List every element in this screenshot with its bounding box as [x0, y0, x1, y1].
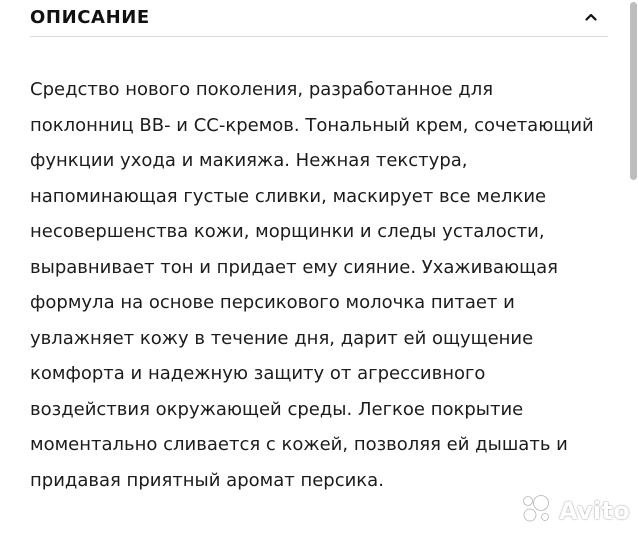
description-line: поклонниц BB- и CC-кремов. Тональный крем, сочетающий — [30, 114, 594, 136]
section-title: ОПИСАНИЕ — [30, 6, 150, 28]
avito-watermark — [519, 494, 630, 528]
scrollbar-thumb[interactable] — [630, 2, 637, 180]
description-line: увлажняет кожу в течение дня, дарит ей ощущение — [30, 327, 534, 349]
description-line: несовершенства кожи, морщинки и следы усталости, — [30, 221, 545, 242]
chevron-up-icon[interactable] — [584, 12, 598, 22]
description-line: напоминающая густые сливки, маскирует все мелкие — [30, 185, 547, 207]
description-line: формула на основе персикового молочка питает и — [30, 292, 515, 313]
watermark-text: Avito — [558, 497, 630, 525]
description-line: воздействия окружающей среды. Легкое покрытие — [30, 398, 524, 420]
description-line: комфорта и надежную защиту от агрессивного — [30, 363, 486, 384]
description-line: Средство нового поколения, разработанное для — [30, 79, 494, 100]
description-line: выравнивает тон и придает ему сияние. Ухаживающая — [30, 256, 558, 278]
avito-logo-icon — [519, 494, 553, 528]
description-line: придавая приятный аромат персика. — [30, 469, 384, 491]
vertical-scrollbar[interactable] — [628, 0, 638, 540]
description-text — [30, 72, 610, 498]
description-accordion-header[interactable] — [30, 0, 608, 37]
description-line: моментально сливается с кожей, позволяя ей дышать и — [30, 434, 568, 455]
description-line: функции ухода и макияжа. Нежная текстура, — [30, 150, 468, 171]
